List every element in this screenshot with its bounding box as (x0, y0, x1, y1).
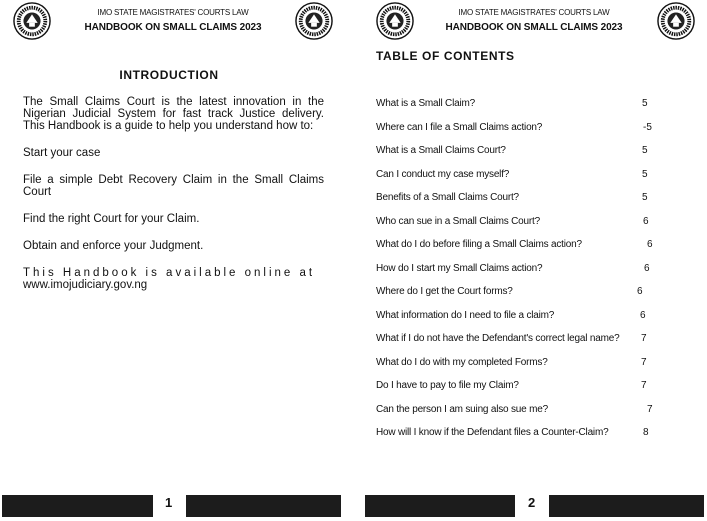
paragraph: File a simple Debt Recovery Claim in the Small Claims Court (23, 174, 324, 198)
paragraph: Obtain and enforce your Judgment. (23, 240, 204, 252)
footer-bar (365, 495, 515, 517)
intro-text (23, 96, 324, 306)
page-number: 1 (165, 495, 173, 510)
toc-entry-page: 6 (644, 263, 650, 274)
toc-entry-title[interactable]: Do I have to pay to file my Claim? (376, 380, 519, 391)
toc-heading: TABLE OF CONTENTS (376, 49, 515, 63)
toc-entry-page: 7 (641, 357, 647, 368)
toc-entry-title[interactable]: What is a Small Claims Court? (376, 145, 506, 156)
toc-entry-page: 6 (643, 216, 649, 227)
footer-bar (2, 495, 153, 517)
page-right (361, 0, 707, 521)
toc-entry-page: 7 (641, 380, 647, 391)
website-link[interactable]: www.imojudiciary.gov.ng (23, 279, 148, 291)
toc-entry-page: 6 (640, 310, 646, 321)
toc-entry-title[interactable]: Benefits of a Small Claims Court? (376, 192, 519, 203)
header-subtitle: IMO STATE MAGISTRATES' COURTS LAW (458, 8, 610, 17)
toc-entry-title[interactable]: Who can sue in a Small Claims Court? (376, 216, 540, 227)
toc-entry-page: 7 (647, 404, 653, 415)
toc-entry-page: 5 (642, 98, 648, 109)
toc-entry-page: 8 (643, 427, 649, 438)
toc-entry-page: 5 (642, 169, 648, 180)
toc-entry-title[interactable]: Can the person I am suing also sue me? (376, 404, 548, 415)
toc-entry-title[interactable]: Where do I get the Court forms? (376, 286, 513, 297)
header-title: HANDBOOK ON SMALL CLAIMS 2023 (84, 22, 262, 33)
toc-entry-title[interactable]: How will I know if the Defendant files a Counter-Claim? (376, 427, 609, 438)
section-heading: INTRODUCTION (119, 68, 219, 82)
toc-entry-page: 6 (647, 239, 653, 250)
toc-entry-page: 5 (642, 192, 648, 203)
page-gutter (346, 0, 361, 521)
paragraph: The Small Claims Court is the latest innovation in the Nigerian Judicial System for fast track Justice delivery. This Handbook is a guide to help you understand how to: (23, 96, 324, 132)
toc-entry-title[interactable]: What is a Small Claim? (376, 98, 475, 109)
paragraph: Find the right Court for your Claim. (23, 213, 200, 225)
page-left (0, 0, 346, 521)
header-title: HANDBOOK ON SMALL CLAIMS 2023 (445, 22, 623, 33)
footer-bar (186, 495, 341, 517)
toc-entry-page: 5 (642, 145, 648, 156)
toc-entry-page: 6 (637, 286, 643, 297)
toc-entry-title[interactable]: Where can I file a Small Claims action? (376, 122, 543, 133)
toc-entry-title[interactable]: What if I do not have the Defendant's correct legal name? (376, 333, 620, 344)
toc-entry-title[interactable]: What do I do with my completed Forms? (376, 357, 548, 368)
toc-entry-title[interactable]: What information do I need to file a claim? (376, 310, 555, 321)
toc-entry-page: 7 (641, 333, 647, 344)
page-number: 2 (528, 495, 536, 510)
availability-text: This Handbook is available online at (23, 267, 316, 279)
availability-paragraph (23, 267, 324, 291)
toc-entry-page: -5 (643, 122, 652, 133)
header-subtitle: IMO STATE MAGISTRATES' COURTS LAW (97, 8, 249, 17)
toc-entry-title[interactable]: Can I conduct my case myself? (376, 169, 510, 180)
paragraph: Start your case (23, 147, 101, 159)
toc-entry-title[interactable]: How do I start my Small Claims action? (376, 263, 543, 274)
toc-entry-title[interactable]: What do I do before filing a Small Claims action? (376, 239, 582, 250)
footer-bar (549, 495, 704, 517)
